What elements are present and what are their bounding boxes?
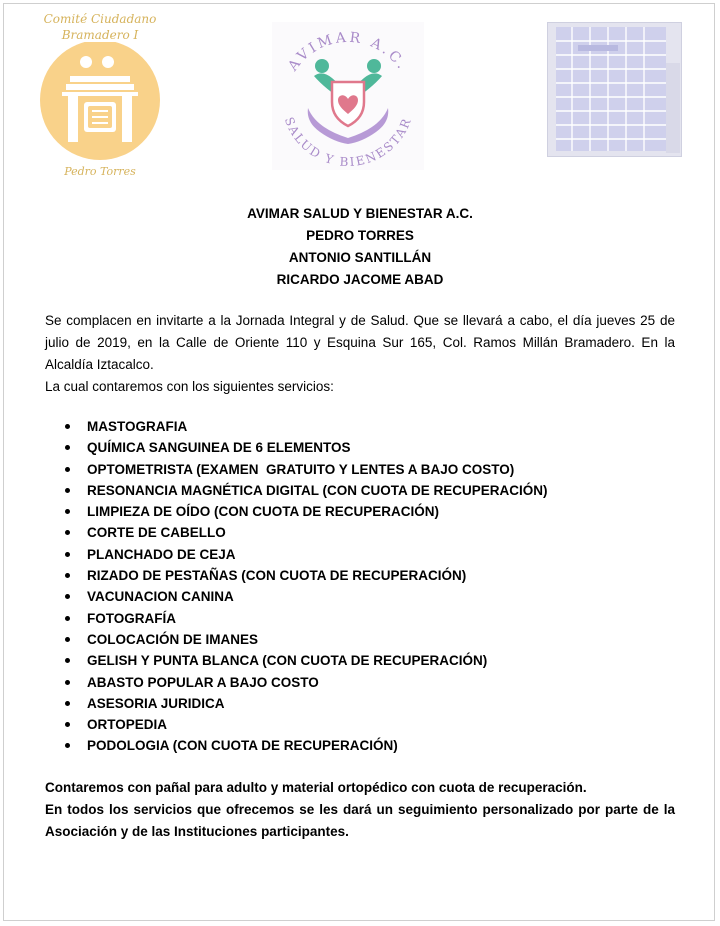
bullet-icon [65, 594, 70, 599]
list-item [45, 480, 685, 501]
list-item [45, 672, 685, 693]
list-item [45, 608, 685, 629]
bullet-icon [65, 552, 70, 557]
bullet-icon [65, 637, 70, 642]
bullet-icon [65, 445, 70, 450]
logo-caption-line-1: Comité Ciudadano [43, 12, 157, 26]
bullet-icon [65, 509, 70, 514]
avimar-logo [272, 22, 424, 170]
avimar-emblem-icon [272, 22, 424, 170]
services-list [45, 416, 685, 757]
list-item [45, 416, 685, 437]
service-label: QUÍMICA SANGUINEA DE 6 ELEMENTOS [87, 440, 351, 456]
heading-line-name-2: ANTONIO SANTILLÁN [288, 250, 432, 265]
list-item [45, 501, 685, 522]
list-item [45, 522, 685, 543]
list-item [45, 693, 685, 714]
bullet-icon [65, 530, 70, 535]
closing-block [45, 777, 675, 843]
list-item [45, 544, 685, 565]
heading-line-name-3: RICARDO JACOME ABAD [276, 272, 444, 287]
bullet-icon [65, 680, 70, 685]
service-label: PLANCHADO DE CEJA [87, 546, 236, 562]
service-label: GELISH Y PUNTA BLANCA (CON CUOTA DE RECUPERACIÓN) [87, 653, 488, 669]
bullet-icon [65, 424, 70, 429]
avimar-arc-top: AVIMAR A.C. [285, 29, 411, 75]
bullet-icon [65, 743, 70, 748]
list-item [45, 735, 685, 756]
service-label: LIMPIEZA DE OÍDO (CON CUOTA DE RECUPERACIÓN) [87, 504, 440, 520]
list-item [45, 565, 685, 586]
map-image [547, 22, 682, 157]
heading-block [0, 203, 720, 291]
bullet-icon [65, 701, 70, 706]
heading-line-name-1: PEDRO TORRES [306, 228, 414, 243]
service-label: ASESORIA JURIDICA [87, 695, 225, 711]
service-label: ABASTO POPULAR A BAJO COSTO [87, 674, 319, 690]
list-item [45, 437, 685, 458]
service-label: OPTOMETRISTA (EXAMEN GRATUITO Y LENTES A BAJO COSTO) [87, 461, 515, 477]
service-label: VACUNACION CANINA [87, 589, 234, 605]
service-label: PODOLOGIA (CON CUOTA DE RECUPERACIÓN) [87, 738, 398, 754]
list-item [45, 714, 685, 735]
closing-line-1: Contaremos con pañal para adulto y material ortopédico con cuota de recuperación. [45, 780, 587, 795]
comite-emblem-icon [30, 42, 170, 172]
service-label: CORTE DE CABELLO [87, 525, 226, 541]
service-label: FOTOGRAFÍA [87, 610, 176, 626]
bullet-icon [65, 573, 70, 578]
list-item [45, 586, 685, 607]
service-label: MASTOGRAFIA [87, 419, 188, 434]
service-label: ORTOPEDIA [87, 717, 168, 733]
list-item [45, 650, 685, 671]
service-label: COLOCACIÓN DE IMANES [87, 631, 259, 647]
list-item [45, 629, 685, 650]
bullet-icon [65, 488, 70, 493]
comite-ciudadano-logo [30, 10, 170, 185]
bullet-icon [65, 722, 70, 727]
logo-caption-line-2: Bramadero I [61, 28, 139, 42]
bullet-icon [65, 658, 70, 663]
services-lead: La cual contaremos con los siguientes servicios: [45, 379, 334, 394]
bullet-icon [65, 616, 70, 621]
service-label: RIZADO DE PESTAÑAS (CON CUOTA DE RECUPERACIÓN) [87, 568, 467, 584]
avimar-arc-bottom: SALUD Y BIENESTAR [281, 115, 415, 170]
map-icon [548, 23, 682, 157]
intro-paragraph: Se complacen en invitarte a la Jornada Integral y de Salud. Que se llevará a cabo, el día jueves 25 de julio de 2019, en la Calle de Oriente 110 y Esquina Sur 165, Col. Ramos Millán Bramadero. En la Alcaldía Iztacalco. [45, 313, 675, 372]
heading-line-association: AVIMAR SALUD Y BIENESTAR A.C. [247, 206, 473, 221]
bullet-icon [65, 467, 70, 472]
closing-line-2: En todos los servicios que ofrecemos se les dará un seguimiento personalizado por parte de la Asociación y de las Instituciones participantes. [45, 802, 675, 839]
svg-text:AVIMAR A.C. [285, 30, 411, 75]
list-item [45, 459, 685, 480]
service-label: RESONANCIA MAGNÉTICA DIGITAL (CON CUOTA DE RECUPERACIÓN) [87, 482, 548, 498]
logo-caption-bottom: Pedro Torres [64, 165, 136, 178]
